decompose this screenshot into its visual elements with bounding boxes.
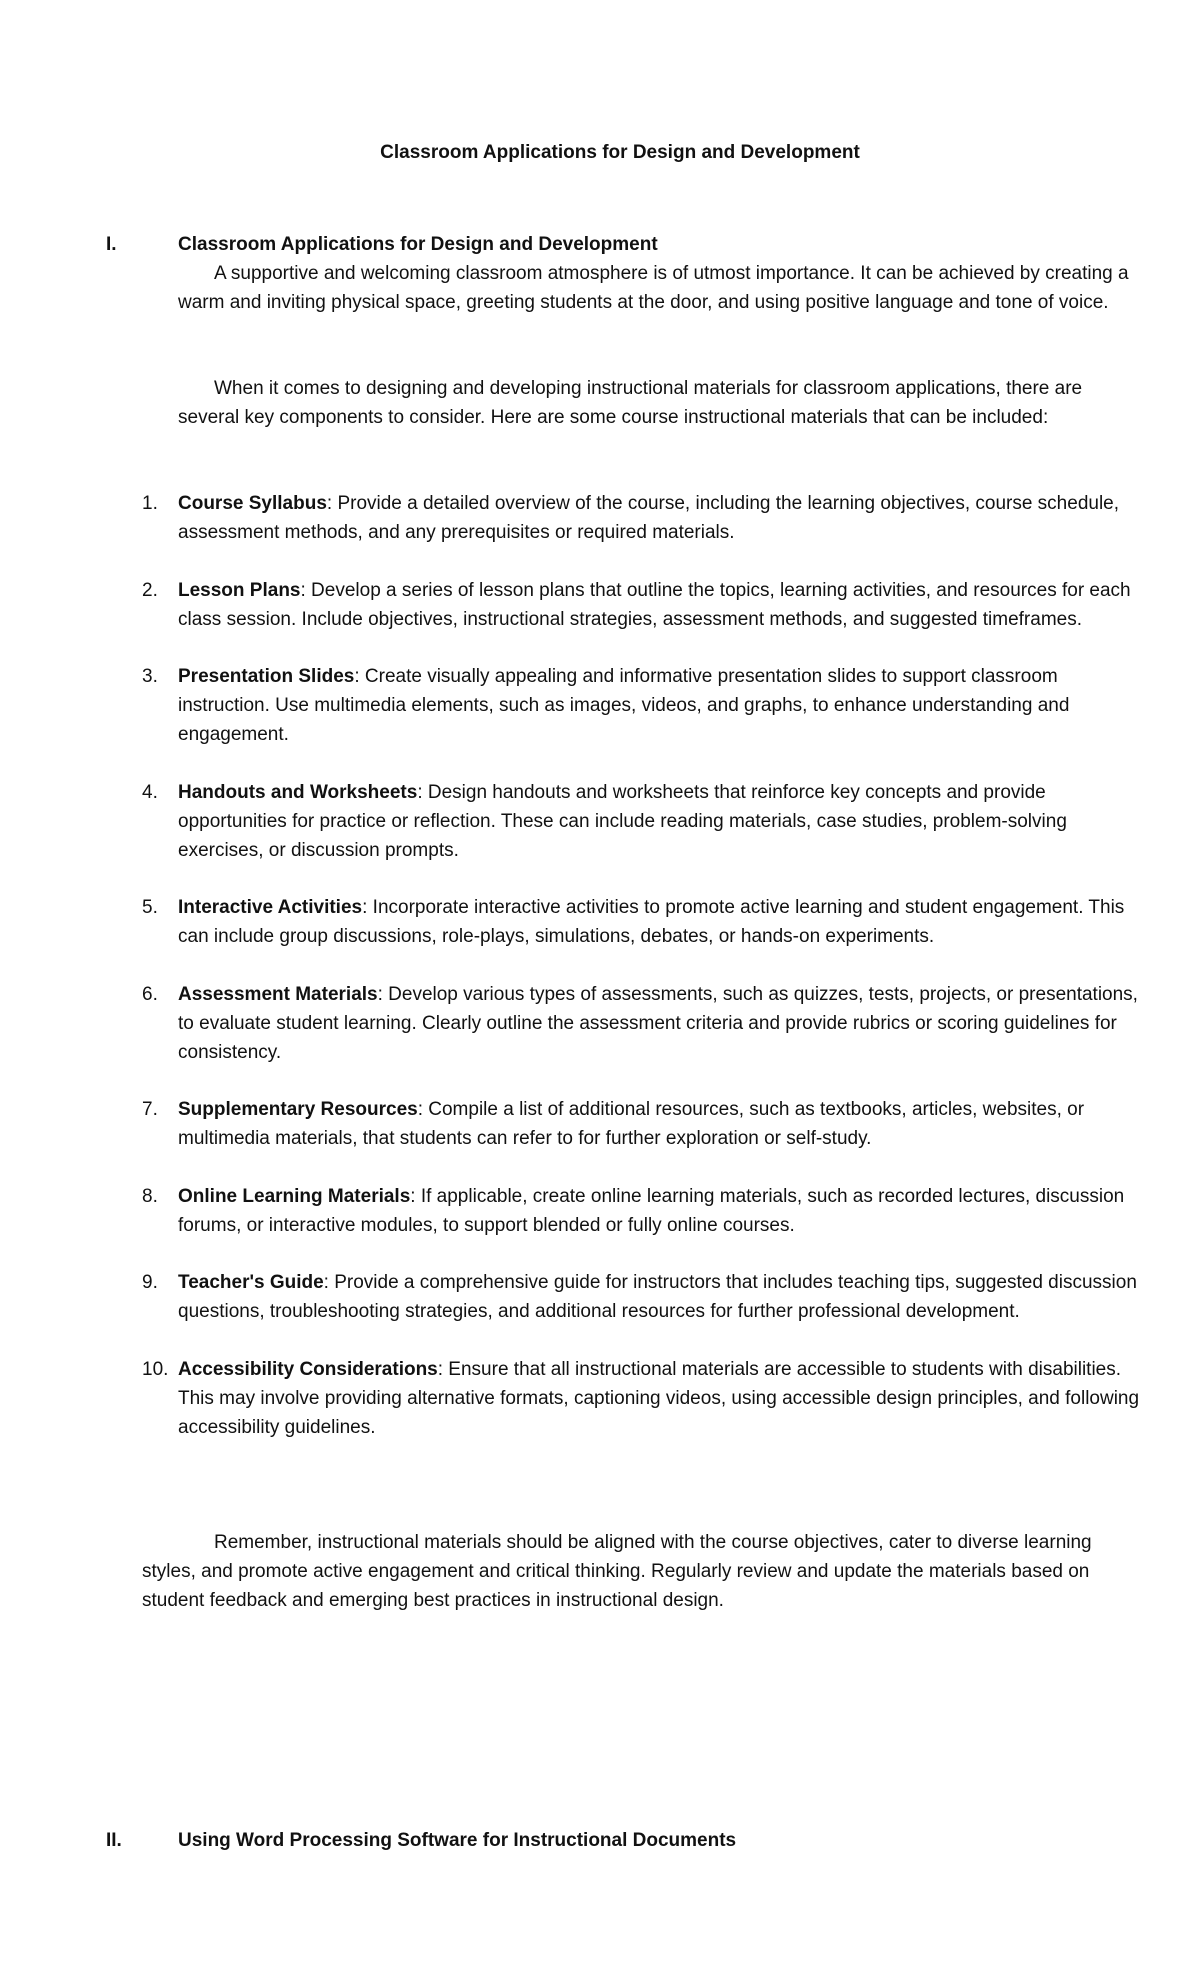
section-one-title: Classroom Applications for Design and Development — [178, 234, 658, 255]
section-two-heading — [106, 1826, 1106, 1855]
intro-paragraph-1-text: A supportive and welcoming classroom atmosphere is of utmost importance. It can be achieved by creating a warm and inviting physical space, greeting students at the door, and using positive language and tone of voice. — [178, 263, 1129, 313]
intro-paragraph-2-text: When it comes to designing and developing instructional materials for classroom applications, there are several key components to consider. Here are some course instructional materials that can be included: — [178, 378, 1083, 428]
list-item-term: Handouts and Worksheets — [178, 781, 418, 803]
section-two-numeral: II. — [106, 1830, 122, 1851]
list-item-text: : Develop various types of assessments, such as quizzes, tests, projects, or presentations, to evaluate student learning. Clearly outline the assessment criteria and provide rubrics or scoring guidelines for consistency. — [178, 983, 1138, 1063]
list-item-number: 8. — [142, 1185, 158, 1207]
list-item-term: Interactive Activities — [178, 897, 363, 918]
list-item-number: 5. — [142, 897, 158, 918]
list-item-text: : Ensure that all instructional materials are accessible to students with disabilities. This may involve providing alternative formats, captioning videos, using accessible design principles, and following accessibility guidelines. — [178, 1358, 1140, 1438]
list-item-number: 7. — [142, 1099, 158, 1120]
list-item-text: : Design handouts and worksheets that reinforce key concepts and provide opportunities for practice or reflection. These can include reading materials, case studies, problem-solving exercises, or discussion prompts. — [178, 781, 1067, 861]
list-item-number: 4. — [142, 781, 158, 803]
section-two-title: Using Word Processing Software for Instructional Documents — [178, 1830, 737, 1851]
list-item — [142, 489, 1148, 547]
list-item-text: : Develop a series of lesson plans that outline the topics, learning activities, and resources for each class session. Include objectives, instructional strategies, assessment methods, and suggested timeframes. — [178, 579, 1131, 630]
list-item-number: 6. — [142, 983, 158, 1005]
list-item-term: Teacher's Guide — [178, 1272, 324, 1293]
section-one-heading — [106, 230, 1106, 259]
intro-paragraph-1 — [178, 259, 1148, 317]
list-item-text: : Compile a list of additional resources, such as textbooks, articles, websites, or multimedia materials, that students can refer to for further exploration or self-study. — [178, 1099, 1085, 1149]
list-item-term: Presentation Slides — [178, 666, 355, 687]
list-item-text: : Provide a detailed overview of the course, including the learning objectives, course schedule, assessment methods, and any prerequisites or required materials. — [178, 493, 1120, 543]
list-item — [142, 576, 1148, 634]
list-item — [142, 893, 1148, 951]
closing-paragraph: Remember, instructional materials should be aligned with the course objectives, cater to diverse learning styles, and promote active engagement and critical thinking. Regularly review and update the materials based on student feedback and emerging best practices in instructional design. — [142, 1532, 1092, 1611]
list-item — [142, 980, 1148, 1067]
list-item-text: : Incorporate interactive activities to promote active learning and student engagement. This can include group discussions, role-plays, simulations, debates, or hands-on experiments. — [178, 897, 1125, 947]
document-title: Classroom Applications for Design and Development — [380, 142, 860, 163]
list-item-term: Course Syllabus — [178, 493, 327, 514]
list-item-number: 2. — [142, 579, 158, 601]
list-item-term: Online Learning Materials — [178, 1185, 411, 1207]
list-item — [142, 1182, 1148, 1240]
list-item-text: : If applicable, create online learning materials, such as recorded lectures, discussion forums, or interactive modules, to support blended or fully online courses. — [178, 1185, 1125, 1236]
section-one-numeral: I. — [106, 234, 117, 255]
list-item-text: : Create visually appealing and informative presentation slides to support classroom instruction. Use multimedia elements, such as images, videos, and graphs, to enhance understanding and engagement. — [178, 666, 1070, 745]
list-item-text: : Provide a comprehensive guide for instructors that includes teaching tips, suggested discussion questions, troubleshooting strategies, and additional resources for further professional development. — [178, 1272, 1137, 1322]
list-item — [142, 662, 1148, 749]
list-item-term: Accessibility Considerations — [178, 1358, 438, 1380]
list-item-term: Assessment Materials — [178, 983, 378, 1005]
list-item — [142, 1095, 1148, 1153]
list-item-number: 10. — [142, 1358, 169, 1380]
list-item — [142, 1268, 1148, 1326]
instructional-materials-list — [142, 489, 1148, 1470]
list-item-term: Supplementary Resources — [178, 1099, 418, 1120]
list-item-number: 9. — [142, 1272, 158, 1293]
intro-paragraph-2 — [178, 374, 1148, 432]
list-item-number: 3. — [142, 666, 158, 687]
list-item — [142, 1355, 1148, 1442]
list-item-number: 1. — [142, 493, 158, 514]
list-item — [142, 778, 1148, 865]
list-item-term: Lesson Plans — [178, 579, 301, 601]
